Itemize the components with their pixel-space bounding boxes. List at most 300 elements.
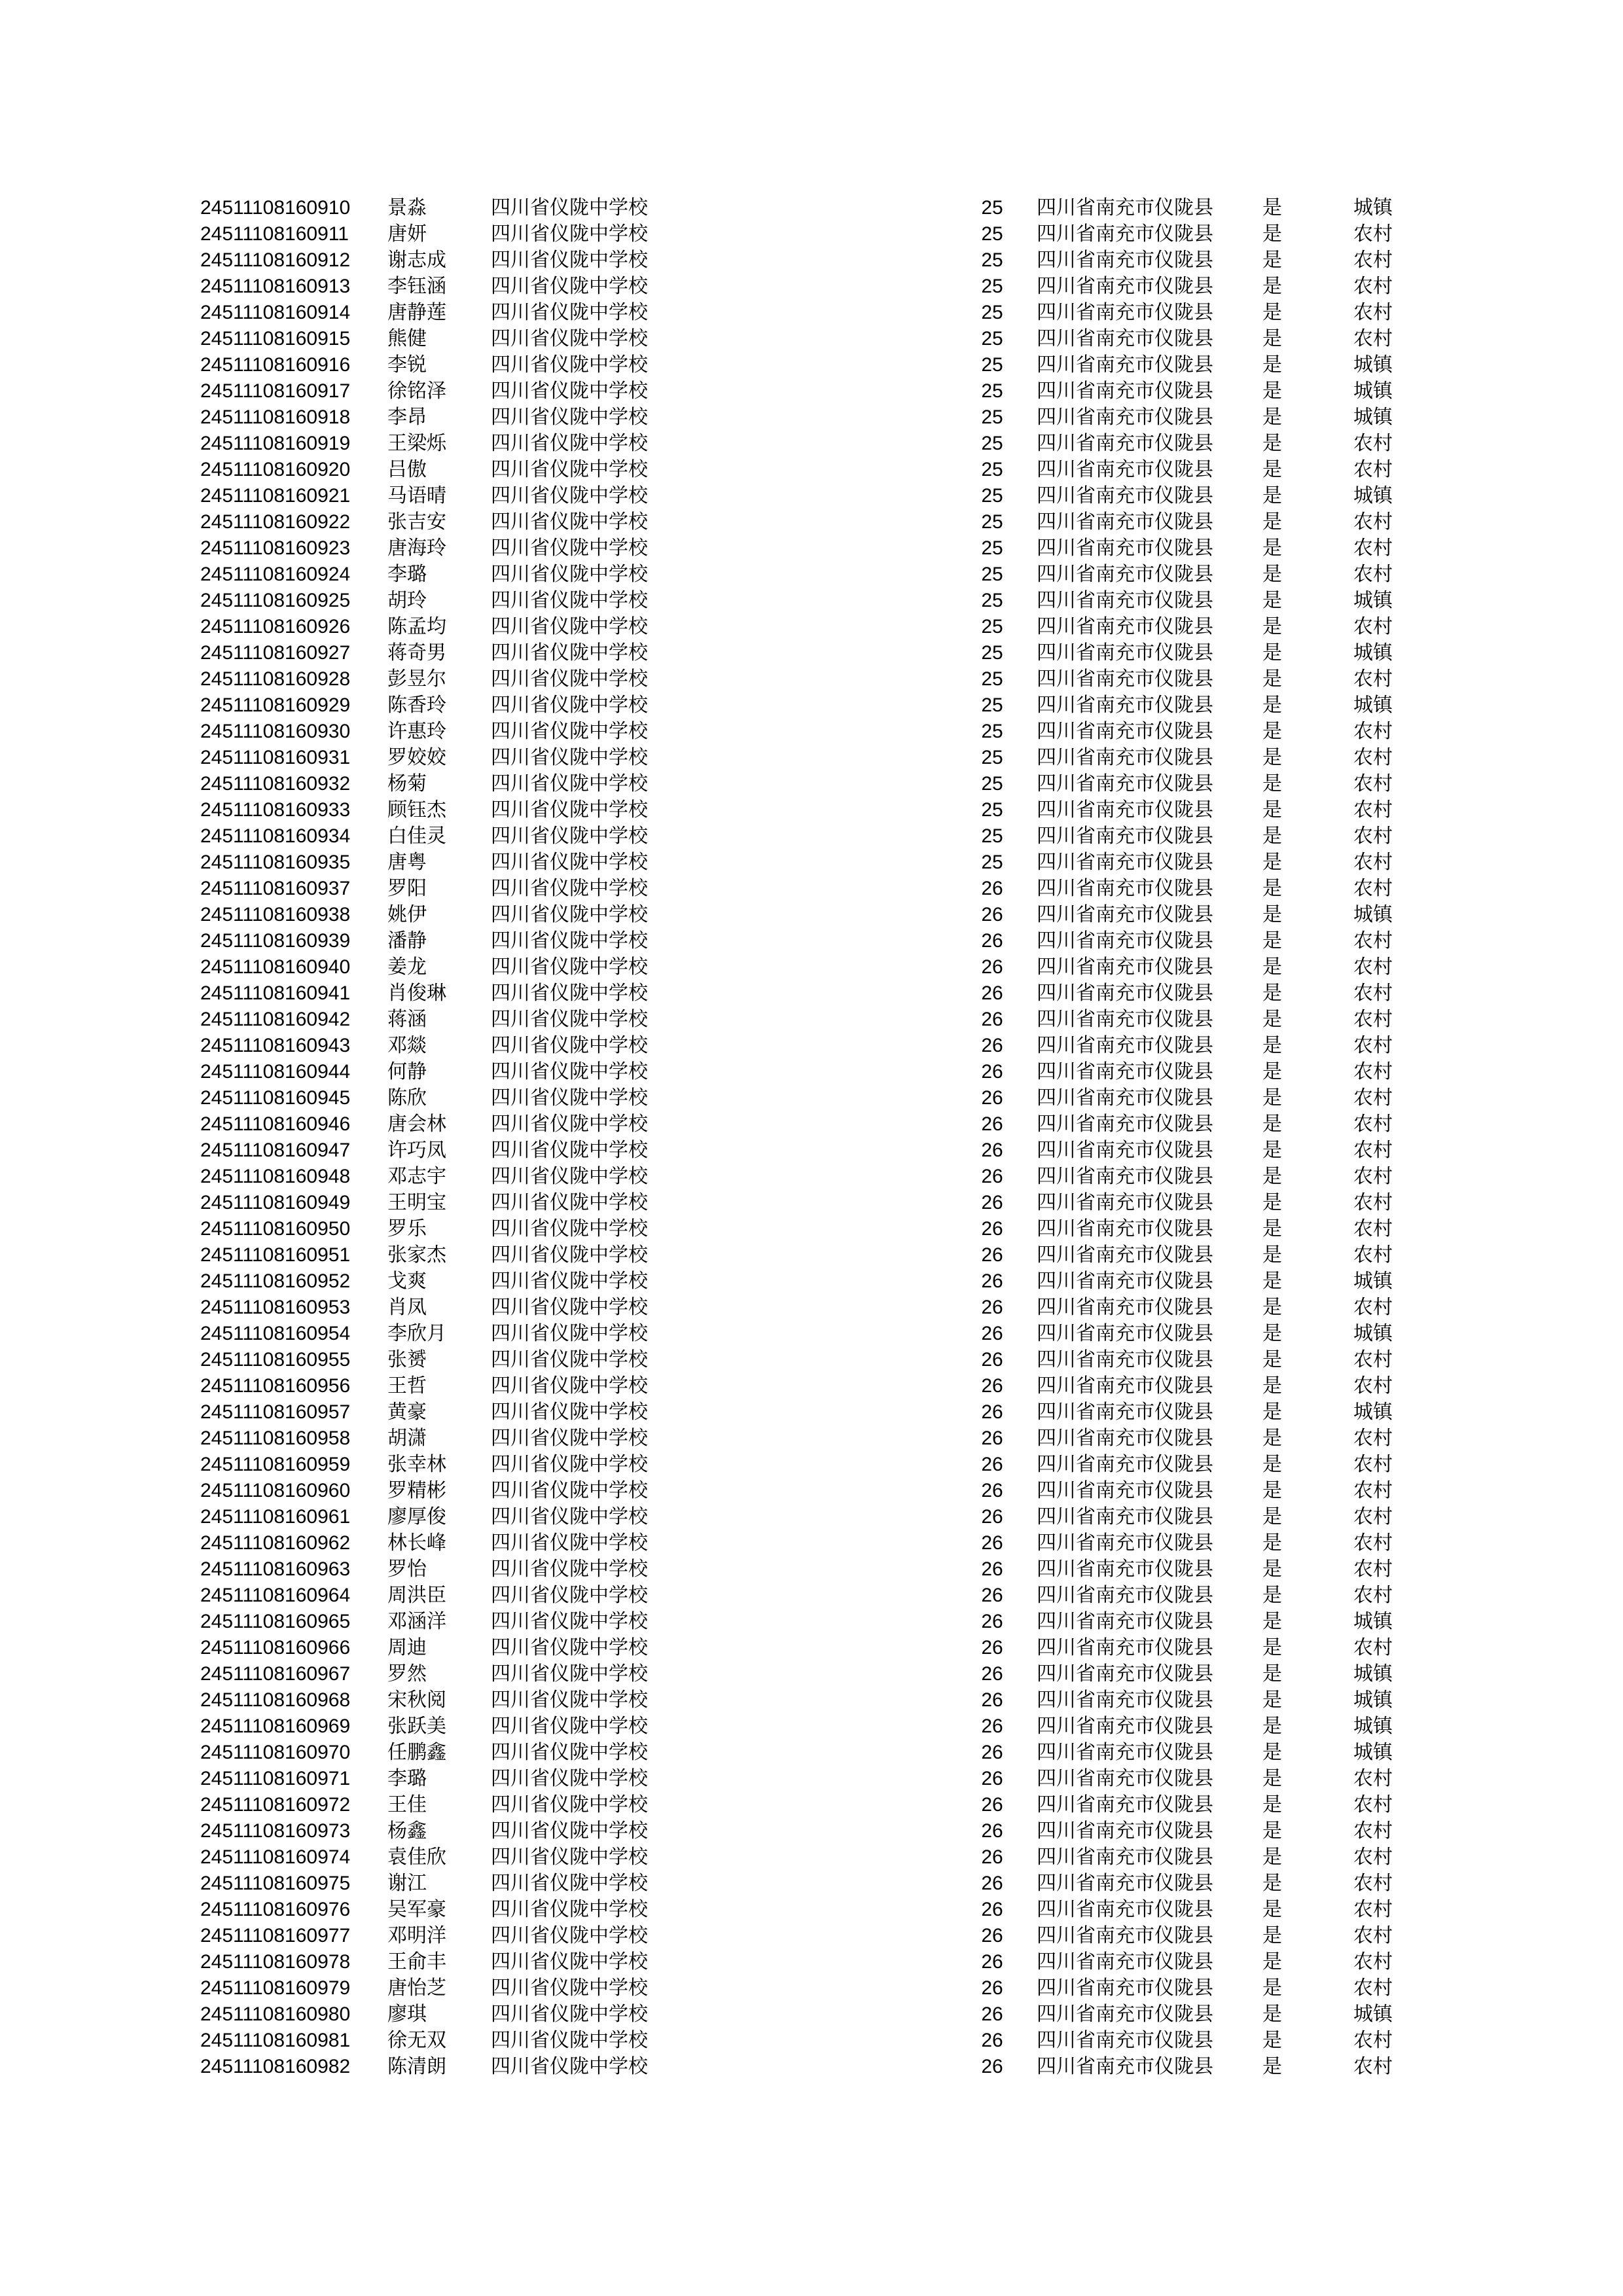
flag-cell: 是 bbox=[1262, 2029, 1282, 2052]
student-id-cell: 24511108160952 bbox=[200, 1270, 351, 1292]
school-cell: 四川省仪陇中学校 bbox=[491, 327, 648, 350]
table-row bbox=[0, 2054, 1623, 2080]
number-cell: 26 bbox=[981, 1454, 1003, 1475]
table-row bbox=[0, 666, 1623, 692]
student-id-cell: 24511108160928 bbox=[200, 668, 351, 690]
student-id-cell: 24511108160923 bbox=[200, 537, 351, 559]
table-row bbox=[0, 928, 1623, 954]
area-type-cell: 农村 bbox=[1353, 1924, 1393, 1947]
area-type-cell: 农村 bbox=[1353, 432, 1393, 455]
area-type-cell: 农村 bbox=[1353, 1034, 1393, 1057]
student-id-cell: 24511108160919 bbox=[200, 433, 351, 454]
student-id-cell: 24511108160937 bbox=[200, 878, 351, 899]
table-row bbox=[0, 1426, 1623, 1452]
number-cell: 25 bbox=[981, 328, 1003, 350]
table-row bbox=[0, 1373, 1623, 1399]
school-cell: 四川省仪陇中学校 bbox=[491, 1898, 648, 1921]
table-row bbox=[0, 509, 1623, 535]
student-name-cell: 周迪 bbox=[387, 1636, 427, 1659]
student-id-cell: 24511108160982 bbox=[200, 2056, 351, 2077]
area-type-cell: 农村 bbox=[1353, 1139, 1393, 1162]
region-cell: 四川省南充市仪陇县 bbox=[1037, 772, 1213, 795]
student-id-cell: 24511108160932 bbox=[200, 773, 351, 795]
table-row bbox=[0, 1033, 1623, 1059]
number-cell: 26 bbox=[981, 1297, 1003, 1318]
student-name-cell: 胡玲 bbox=[387, 589, 427, 612]
student-name-cell: 邓燚 bbox=[387, 1034, 427, 1057]
table-row bbox=[0, 2001, 1623, 2028]
school-cell: 四川省仪陇中学校 bbox=[491, 1374, 648, 1397]
flag-cell: 是 bbox=[1262, 1767, 1282, 1790]
school-cell: 四川省仪陇中学校 bbox=[491, 1348, 648, 1371]
flag-cell: 是 bbox=[1262, 1584, 1282, 1607]
school-cell: 四川省仪陇中学校 bbox=[491, 484, 648, 507]
region-cell: 四川省南充市仪陇县 bbox=[1037, 1558, 1213, 1581]
student-id-cell: 24511108160962 bbox=[200, 1532, 351, 1554]
student-name-cell: 李璐 bbox=[387, 1767, 427, 1790]
school-cell: 四川省仪陇中学校 bbox=[491, 1008, 648, 1031]
region-cell: 四川省南充市仪陇县 bbox=[1037, 1610, 1213, 1633]
school-cell: 四川省仪陇中学校 bbox=[491, 406, 648, 429]
school-cell: 四川省仪陇中学校 bbox=[491, 1767, 648, 1790]
area-type-cell: 农村 bbox=[1353, 1846, 1393, 1869]
region-cell: 四川省南充市仪陇县 bbox=[1037, 982, 1213, 1005]
area-type-cell: 农村 bbox=[1353, 1165, 1393, 1188]
number-cell: 26 bbox=[981, 1742, 1003, 1763]
student-name-cell: 李欣月 bbox=[387, 1322, 446, 1345]
table-row bbox=[0, 980, 1623, 1007]
table-row bbox=[0, 1713, 1623, 1740]
school-cell: 四川省仪陇中学校 bbox=[491, 1924, 648, 1947]
area-type-cell: 农村 bbox=[1353, 1427, 1393, 1450]
number-cell: 26 bbox=[981, 1113, 1003, 1135]
student-name-cell: 林长峰 bbox=[387, 1532, 446, 1554]
region-cell: 四川省南充市仪陇县 bbox=[1037, 1767, 1213, 1790]
area-type-cell: 农村 bbox=[1353, 1008, 1393, 1031]
flag-cell: 是 bbox=[1262, 1270, 1282, 1293]
region-cell: 四川省南充市仪陇县 bbox=[1037, 563, 1213, 586]
school-cell: 四川省仪陇中学校 bbox=[491, 1610, 648, 1633]
student-id-cell: 24511108160946 bbox=[200, 1113, 351, 1135]
number-cell: 26 bbox=[981, 1009, 1003, 1030]
region-cell: 四川省南充市仪陇县 bbox=[1037, 196, 1213, 219]
region-cell: 四川省南充市仪陇县 bbox=[1037, 1217, 1213, 1240]
area-type-cell: 农村 bbox=[1353, 1113, 1393, 1136]
student-id-cell: 24511108160929 bbox=[200, 694, 351, 716]
flag-cell: 是 bbox=[1262, 1846, 1282, 1869]
school-cell: 四川省仪陇中学校 bbox=[491, 511, 648, 533]
student-id-cell: 24511108160960 bbox=[200, 1480, 351, 1501]
flag-cell: 是 bbox=[1262, 484, 1282, 507]
student-id-cell: 24511108160949 bbox=[200, 1192, 351, 1213]
school-cell: 四川省仪陇中学校 bbox=[491, 196, 648, 219]
flag-cell: 是 bbox=[1262, 1924, 1282, 1947]
table-row bbox=[0, 1818, 1623, 1844]
student-id-cell: 24511108160918 bbox=[200, 406, 351, 428]
area-type-cell: 农村 bbox=[1353, 1453, 1393, 1476]
flag-cell: 是 bbox=[1262, 2003, 1282, 2026]
student-id-cell: 24511108160955 bbox=[200, 1349, 351, 1371]
number-cell: 25 bbox=[981, 799, 1003, 821]
student-name-cell: 王明宝 bbox=[387, 1191, 446, 1214]
flag-cell: 是 bbox=[1262, 1139, 1282, 1162]
region-cell: 四川省南充市仪陇县 bbox=[1037, 2029, 1213, 2052]
student-id-cell: 24511108160947 bbox=[200, 1139, 351, 1161]
student-id-cell: 24511108160912 bbox=[200, 249, 351, 271]
number-cell: 25 bbox=[981, 223, 1003, 245]
region-cell: 四川省南充市仪陇县 bbox=[1037, 275, 1213, 298]
student-id-cell: 24511108160976 bbox=[200, 1899, 351, 1920]
student-id-cell: 24511108160916 bbox=[200, 354, 351, 376]
area-type-cell: 农村 bbox=[1353, 1950, 1393, 1973]
table-row bbox=[0, 378, 1623, 404]
number-cell: 25 bbox=[981, 668, 1003, 690]
student-name-cell: 李昂 bbox=[387, 406, 427, 429]
table-row bbox=[0, 2028, 1623, 2054]
flag-cell: 是 bbox=[1262, 1636, 1282, 1659]
region-cell: 四川省南充市仪陇县 bbox=[1037, 1505, 1213, 1528]
area-type-cell: 农村 bbox=[1353, 1532, 1393, 1554]
student-name-cell: 蒋奇男 bbox=[387, 641, 446, 664]
student-id-cell: 24511108160971 bbox=[200, 1768, 351, 1789]
student-name-cell: 张幸林 bbox=[387, 1453, 446, 1476]
region-cell: 四川省南充市仪陇县 bbox=[1037, 1270, 1213, 1293]
student-id-cell: 24511108160917 bbox=[200, 380, 351, 402]
region-cell: 四川省南充市仪陇县 bbox=[1037, 223, 1213, 245]
student-name-cell: 李钰涵 bbox=[387, 275, 446, 298]
area-type-cell: 农村 bbox=[1353, 615, 1393, 638]
student-id-cell: 24511108160964 bbox=[200, 1585, 351, 1606]
student-name-cell: 陈欣 bbox=[387, 1086, 427, 1109]
region-cell: 四川省南充市仪陇县 bbox=[1037, 1034, 1213, 1057]
table-row bbox=[0, 797, 1623, 823]
area-type-cell: 农村 bbox=[1353, 563, 1393, 586]
student-name-cell: 熊健 bbox=[387, 327, 427, 350]
table-row bbox=[0, 1138, 1623, 1164]
number-cell: 26 bbox=[981, 2030, 1003, 2051]
student-id-cell: 24511108160925 bbox=[200, 590, 351, 611]
number-cell: 26 bbox=[981, 930, 1003, 952]
number-cell: 26 bbox=[981, 1401, 1003, 1423]
table-row bbox=[0, 1452, 1623, 1478]
region-cell: 四川省南充市仪陇县 bbox=[1037, 798, 1213, 821]
region-cell: 四川省南充市仪陇县 bbox=[1037, 1165, 1213, 1188]
student-name-cell: 张赟 bbox=[387, 1348, 427, 1371]
number-cell: 25 bbox=[981, 537, 1003, 559]
flag-cell: 是 bbox=[1262, 406, 1282, 429]
number-cell: 26 bbox=[981, 1139, 1003, 1161]
flag-cell: 是 bbox=[1262, 537, 1282, 560]
table-row bbox=[0, 1242, 1623, 1268]
table-row bbox=[0, 902, 1623, 928]
student-id-cell: 24511108160943 bbox=[200, 1035, 351, 1056]
school-cell: 四川省仪陇中学校 bbox=[491, 1034, 648, 1057]
number-cell: 25 bbox=[981, 511, 1003, 533]
table-row bbox=[0, 483, 1623, 509]
student-name-cell: 肖凤 bbox=[387, 1296, 427, 1319]
student-id-cell: 24511108160970 bbox=[200, 1742, 351, 1763]
table-row bbox=[0, 1583, 1623, 1609]
student-id-cell: 24511108160963 bbox=[200, 1558, 351, 1580]
table-row bbox=[0, 1975, 1623, 2001]
area-type-cell: 农村 bbox=[1353, 929, 1393, 952]
table-row bbox=[0, 823, 1623, 850]
school-cell: 四川省仪陇中学校 bbox=[491, 1191, 648, 1214]
student-id-cell: 24511108160921 bbox=[200, 485, 351, 507]
region-cell: 四川省南充市仪陇县 bbox=[1037, 1793, 1213, 1816]
flag-cell: 是 bbox=[1262, 956, 1282, 978]
area-type-cell: 农村 bbox=[1353, 1296, 1393, 1319]
flag-cell: 是 bbox=[1262, 929, 1282, 952]
student-name-cell: 邓志宇 bbox=[387, 1165, 446, 1188]
number-cell: 25 bbox=[981, 354, 1003, 376]
number-cell: 26 bbox=[981, 1035, 1003, 1056]
student-name-cell: 杨鑫 bbox=[387, 1820, 427, 1842]
region-cell: 四川省南充市仪陇县 bbox=[1037, 589, 1213, 612]
area-type-cell: 农村 bbox=[1353, 1505, 1393, 1528]
student-id-cell: 24511108160968 bbox=[200, 1689, 351, 1711]
student-id-cell: 24511108160953 bbox=[200, 1297, 351, 1318]
table-row bbox=[0, 300, 1623, 326]
number-cell: 25 bbox=[981, 852, 1003, 873]
table-row bbox=[0, 1687, 1623, 1713]
area-type-cell: 农村 bbox=[1353, 1977, 1393, 2000]
school-cell: 四川省仪陇中学校 bbox=[491, 982, 648, 1005]
table-row bbox=[0, 1556, 1623, 1583]
student-name-cell: 顾钰杰 bbox=[387, 798, 446, 821]
student-name-cell: 唐海玲 bbox=[387, 537, 446, 560]
area-type-cell: 农村 bbox=[1353, 223, 1393, 245]
flag-cell: 是 bbox=[1262, 1505, 1282, 1528]
table-row bbox=[0, 1399, 1623, 1426]
number-cell: 26 bbox=[981, 1794, 1003, 1816]
table-row bbox=[0, 195, 1623, 221]
school-cell: 四川省仪陇中学校 bbox=[491, 537, 648, 560]
flag-cell: 是 bbox=[1262, 1217, 1282, 1240]
flag-cell: 是 bbox=[1262, 746, 1282, 769]
number-cell: 25 bbox=[981, 276, 1003, 297]
student-name-cell: 张吉安 bbox=[387, 511, 446, 533]
flag-cell: 是 bbox=[1262, 2055, 1282, 2078]
student-id-cell: 24511108160951 bbox=[200, 1244, 351, 1266]
area-type-cell: 城镇 bbox=[1353, 406, 1393, 429]
table-row bbox=[0, 431, 1623, 457]
region-cell: 四川省南充市仪陇县 bbox=[1037, 511, 1213, 533]
table-row bbox=[0, 1844, 1623, 1871]
area-type-cell: 农村 bbox=[1353, 1584, 1393, 1607]
student-id-cell: 24511108160934 bbox=[200, 825, 351, 847]
area-type-cell: 农村 bbox=[1353, 275, 1393, 298]
flag-cell: 是 bbox=[1262, 1113, 1282, 1136]
student-name-cell: 徐无双 bbox=[387, 2029, 446, 2052]
table-row bbox=[0, 1949, 1623, 1975]
student-id-cell: 24511108160979 bbox=[200, 1977, 351, 1999]
student-name-cell: 陈清朗 bbox=[387, 2055, 446, 2078]
area-type-cell: 农村 bbox=[1353, 1479, 1393, 1502]
student-list-table bbox=[0, 195, 1623, 2080]
student-name-cell: 张家杰 bbox=[387, 1244, 446, 1266]
flag-cell: 是 bbox=[1262, 1008, 1282, 1031]
student-name-cell: 邓明洋 bbox=[387, 1924, 446, 1947]
student-id-cell: 24511108160930 bbox=[200, 721, 351, 742]
area-type-cell: 农村 bbox=[1353, 458, 1393, 481]
area-type-cell: 城镇 bbox=[1353, 1610, 1393, 1633]
student-name-cell: 吴军豪 bbox=[387, 1898, 446, 1921]
school-cell: 四川省仪陇中学校 bbox=[491, 825, 648, 848]
flag-cell: 是 bbox=[1262, 563, 1282, 586]
table-row bbox=[0, 1111, 1623, 1138]
region-cell: 四川省南充市仪陇县 bbox=[1037, 1244, 1213, 1266]
school-cell: 四川省仪陇中学校 bbox=[491, 1872, 648, 1895]
student-id-cell: 24511108160950 bbox=[200, 1218, 351, 1240]
table-row bbox=[0, 1766, 1623, 1792]
area-type-cell: 城镇 bbox=[1353, 694, 1393, 717]
table-row bbox=[0, 1321, 1623, 1347]
region-cell: 四川省南充市仪陇县 bbox=[1037, 1898, 1213, 1921]
number-cell: 26 bbox=[981, 1873, 1003, 1894]
region-cell: 四川省南充市仪陇县 bbox=[1037, 1296, 1213, 1319]
student-name-cell: 罗乐 bbox=[387, 1217, 427, 1240]
region-cell: 四川省南充市仪陇县 bbox=[1037, 1584, 1213, 1607]
student-name-cell: 宋秋阅 bbox=[387, 1689, 446, 1712]
student-name-cell: 罗阳 bbox=[387, 877, 427, 900]
number-cell: 26 bbox=[981, 1192, 1003, 1213]
school-cell: 四川省仪陇中学校 bbox=[491, 1060, 648, 1083]
school-cell: 四川省仪陇中学校 bbox=[491, 2029, 648, 2052]
region-cell: 四川省南充市仪陇县 bbox=[1037, 1636, 1213, 1659]
school-cell: 四川省仪陇中学校 bbox=[491, 929, 648, 952]
region-cell: 四川省南充市仪陇县 bbox=[1037, 1322, 1213, 1345]
region-cell: 四川省南充市仪陇县 bbox=[1037, 1113, 1213, 1136]
school-cell: 四川省仪陇中学校 bbox=[491, 746, 648, 769]
school-cell: 四川省仪陇中学校 bbox=[491, 1950, 648, 1973]
area-type-cell: 城镇 bbox=[1353, 1741, 1393, 1764]
number-cell: 25 bbox=[981, 197, 1003, 219]
flag-cell: 是 bbox=[1262, 1741, 1282, 1764]
student-id-cell: 24511108160981 bbox=[200, 2030, 351, 2051]
number-cell: 25 bbox=[981, 642, 1003, 664]
area-type-cell: 农村 bbox=[1353, 1820, 1393, 1842]
school-cell: 四川省仪陇中学校 bbox=[491, 1244, 648, 1266]
region-cell: 四川省南充市仪陇县 bbox=[1037, 929, 1213, 952]
region-cell: 四川省南充市仪陇县 bbox=[1037, 851, 1213, 874]
student-name-cell: 彭昱尔 bbox=[387, 668, 446, 691]
student-name-cell: 袁佳欣 bbox=[387, 1846, 446, 1869]
area-type-cell: 农村 bbox=[1353, 798, 1393, 821]
flag-cell: 是 bbox=[1262, 589, 1282, 612]
student-id-cell: 24511108160977 bbox=[200, 1925, 351, 1946]
table-row bbox=[0, 326, 1623, 352]
region-cell: 四川省南充市仪陇县 bbox=[1037, 1662, 1213, 1685]
number-cell: 26 bbox=[981, 1270, 1003, 1292]
school-cell: 四川省仪陇中学校 bbox=[491, 301, 648, 324]
student-name-cell: 陈香玲 bbox=[387, 694, 446, 717]
number-cell: 26 bbox=[981, 1087, 1003, 1109]
flag-cell: 是 bbox=[1262, 1244, 1282, 1266]
area-type-cell: 农村 bbox=[1353, 1374, 1393, 1397]
table-row bbox=[0, 1164, 1623, 1190]
region-cell: 四川省南充市仪陇县 bbox=[1037, 406, 1213, 429]
table-row bbox=[0, 352, 1623, 378]
region-cell: 四川省南充市仪陇县 bbox=[1037, 458, 1213, 481]
flag-cell: 是 bbox=[1262, 353, 1282, 376]
student-name-cell: 王梁烁 bbox=[387, 432, 446, 455]
number-cell: 26 bbox=[981, 2056, 1003, 2077]
flag-cell: 是 bbox=[1262, 772, 1282, 795]
flag-cell: 是 bbox=[1262, 1165, 1282, 1188]
student-name-cell: 何静 bbox=[387, 1060, 427, 1083]
student-name-cell: 李璐 bbox=[387, 563, 427, 586]
region-cell: 四川省南充市仪陇县 bbox=[1037, 1139, 1213, 1162]
area-type-cell: 农村 bbox=[1353, 1060, 1393, 1083]
student-name-cell: 杨菊 bbox=[387, 772, 427, 795]
area-type-cell: 农村 bbox=[1353, 1348, 1393, 1371]
flag-cell: 是 bbox=[1262, 1820, 1282, 1842]
table-row bbox=[0, 535, 1623, 562]
number-cell: 26 bbox=[981, 1532, 1003, 1554]
area-type-cell: 农村 bbox=[1353, 1898, 1393, 1921]
student-name-cell: 李锐 bbox=[387, 353, 427, 376]
table-row bbox=[0, 1871, 1623, 1897]
number-cell: 26 bbox=[981, 904, 1003, 925]
flag-cell: 是 bbox=[1262, 694, 1282, 717]
student-name-cell: 罗然 bbox=[387, 1662, 427, 1685]
school-cell: 四川省仪陇中学校 bbox=[491, 1479, 648, 1502]
student-name-cell: 王俞丰 bbox=[387, 1950, 446, 1973]
school-cell: 四川省仪陇中学校 bbox=[491, 249, 648, 272]
student-id-cell: 24511108160956 bbox=[200, 1375, 351, 1397]
student-id-cell: 24511108160961 bbox=[200, 1506, 351, 1528]
student-name-cell: 姚伊 bbox=[387, 903, 427, 926]
number-cell: 25 bbox=[981, 302, 1003, 323]
flag-cell: 是 bbox=[1262, 327, 1282, 350]
region-cell: 四川省南充市仪陇县 bbox=[1037, 1872, 1213, 1895]
number-cell: 25 bbox=[981, 433, 1003, 454]
student-id-cell: 24511108160966 bbox=[200, 1637, 351, 1659]
flag-cell: 是 bbox=[1262, 1872, 1282, 1895]
student-id-cell: 24511108160940 bbox=[200, 956, 351, 978]
region-cell: 四川省南充市仪陇县 bbox=[1037, 668, 1213, 691]
school-cell: 四川省仪陇中学校 bbox=[491, 615, 648, 638]
region-cell: 四川省南充市仪陇县 bbox=[1037, 432, 1213, 455]
number-cell: 25 bbox=[981, 747, 1003, 768]
student-id-cell: 24511108160922 bbox=[200, 511, 351, 533]
student-name-cell: 徐铭泽 bbox=[387, 380, 446, 403]
school-cell: 四川省仪陇中学校 bbox=[491, 589, 648, 612]
number-cell: 26 bbox=[981, 1427, 1003, 1449]
table-row bbox=[0, 1085, 1623, 1111]
student-id-cell: 24511108160927 bbox=[200, 642, 351, 664]
student-id-cell: 24511108160965 bbox=[200, 1611, 351, 1632]
flag-cell: 是 bbox=[1262, 982, 1282, 1005]
area-type-cell: 农村 bbox=[1353, 825, 1393, 848]
region-cell: 四川省南充市仪陇县 bbox=[1037, 1060, 1213, 1083]
student-id-cell: 24511108160957 bbox=[200, 1401, 351, 1423]
flag-cell: 是 bbox=[1262, 1191, 1282, 1214]
area-type-cell: 农村 bbox=[1353, 301, 1393, 324]
school-cell: 四川省仪陇中学校 bbox=[491, 772, 648, 795]
number-cell: 25 bbox=[981, 564, 1003, 585]
student-name-cell: 黄豪 bbox=[387, 1401, 427, 1424]
number-cell: 26 bbox=[981, 1925, 1003, 1946]
school-cell: 四川省仪陇中学校 bbox=[491, 1401, 648, 1424]
number-cell: 26 bbox=[981, 1244, 1003, 1266]
student-id-cell: 24511108160926 bbox=[200, 616, 351, 637]
table-row bbox=[0, 1504, 1623, 1530]
table-row bbox=[0, 954, 1623, 980]
student-name-cell: 肖俊琳 bbox=[387, 982, 446, 1005]
school-cell: 四川省仪陇中学校 bbox=[491, 877, 648, 900]
